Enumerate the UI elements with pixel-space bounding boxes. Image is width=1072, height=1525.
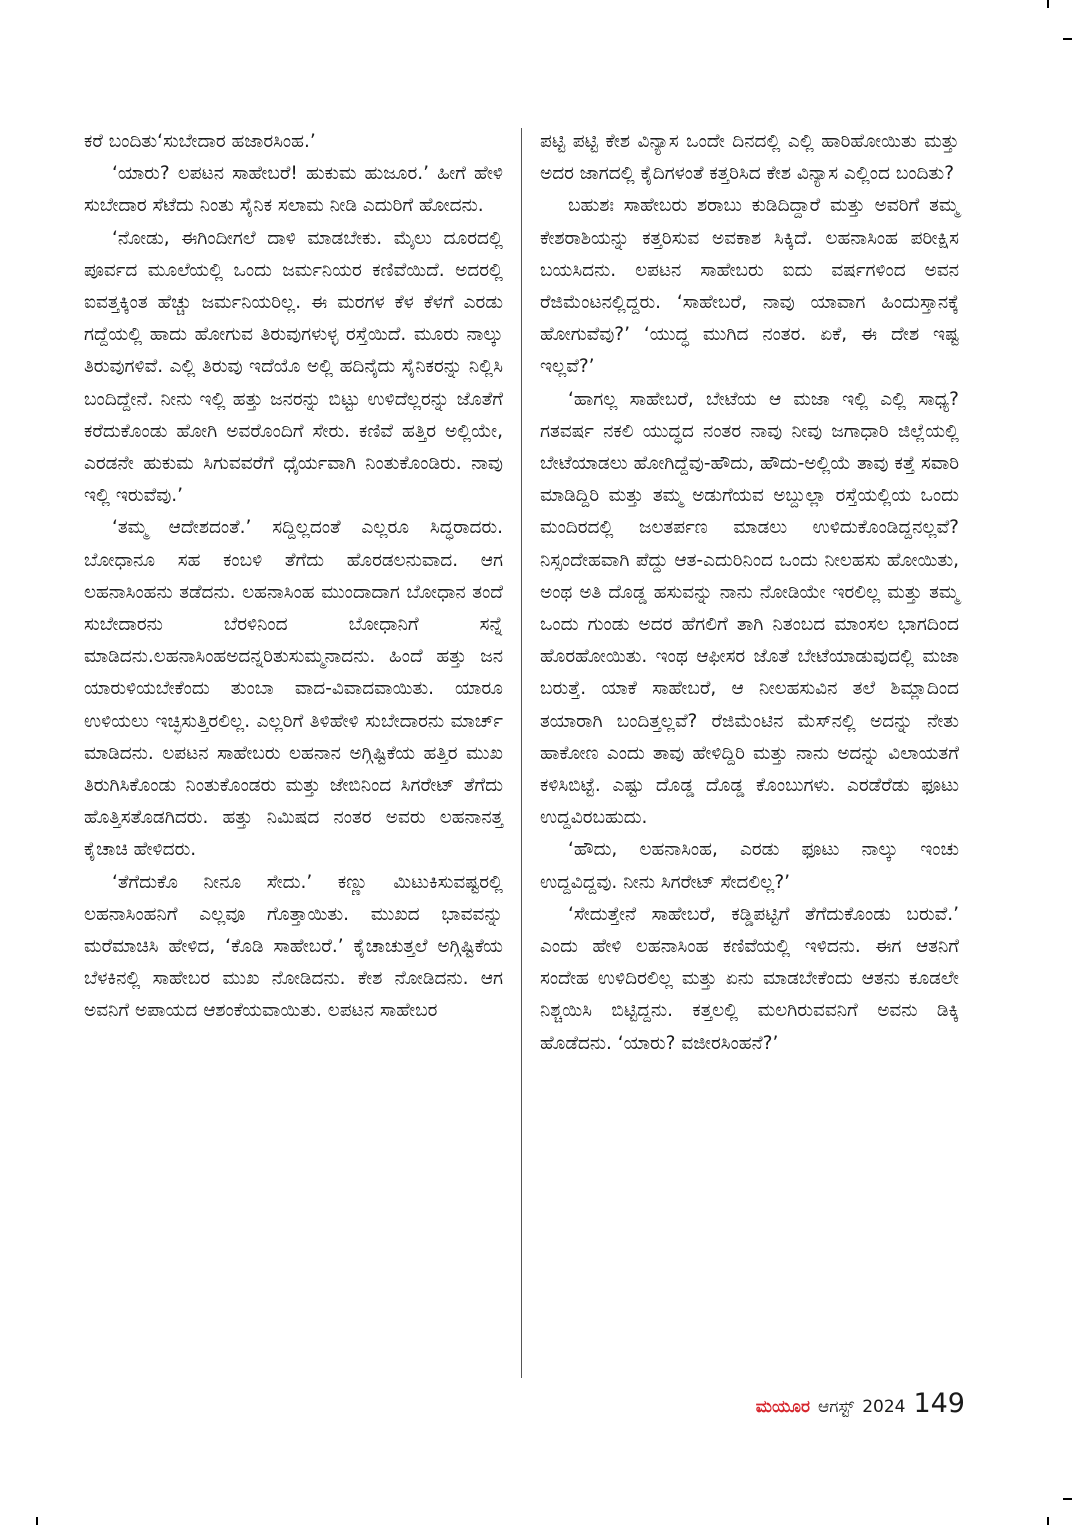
magazine-brand: ಮಯೂರ	[755, 1397, 810, 1417]
column-divider	[521, 128, 522, 1378]
crop-mark-bottom-right	[1047, 1517, 1049, 1525]
paragraph: ‘ಯಾರು? ಲಪಟನ ಸಾಹೇಬರೆ! ಹುಕುಮ ಹುಜೂರ.’ ಹೀಗೆ ಹೇಳಿ ಸುಬೇದಾರ ಸೆಟೆದು ನಿಂತು ಸೈನಿಕ ಸಲಾಮ ನೀಡಿ ಎದುರಿಗೆ ಹೋದನು.	[84, 163, 503, 217]
paragraph: ‘ನೋಡು, ಈಗಿಂದೀಗಲೆ ದಾಳಿ ಮಾಡಬೇಕು. ಮೈಲು ದೂರದಲ್ಲಿ ಪೂರ್ವದ ಮೂಲೆಯಲ್ಲಿ ಒಂದು ಜರ್ಮನಿಯರ ಕಣಿವೆಯಿದೆ. ಅದರಲ್ಲಿ ಐವತ್ತಕ್ಕಿಂತ ಹೆಚ್ಚು ಜರ್ಮನಿಯರಿಲ್ಲ. ಈ ಮರಗಳ ಕೆಳ ಕೆಳಗೆ ಎರಡು ಗದ್ದೆಯಲ್ಲಿ ಹಾದು ಹೋಗುವ ತಿರುವುಗಳುಳ್ಳ ರಸ್ತೆಯಿದೆ. ಮೂರು ನಾಲ್ಕು ತಿರುವುಗಳಿವೆ. ಎಲ್ಲಿ ತಿರುವು ಇದೆಯೊ ಅಲ್ಲಿ ಹದಿನೈದು ಸೈನಿಕರನ್ನು ನಿಲ್ಲಿಸಿ ಬಂದಿದ್ದೇನೆ. ನೀನು ಇಲ್ಲಿ ಹತ್ತು ಜನರನ್ನು ಬಿಟ್ಟು ಉಳಿದೆಲ್ಲರನ್ನು ಜೊತೆಗೆ ಕರೆದುಕೊಂಡು ಹೋಗಿ ಅವರೊಂದಿಗೆ ಸೇರು. ಕಣಿವೆ ಹತ್ತಿರ ಅಲ್ಲಿಯೇ, ಎರಡನೇ ಹುಕುಮ ಸಿಗುವವರೆಗೆ ಧೈರ್ಯವಾಗಿ ನಿಂತುಕೊಂಡಿರು. ನಾವು ಇಲ್ಲಿ ಇರುವೆವು.’	[84, 227, 503, 507]
right-text-column	[540, 126, 959, 1060]
paragraph: ‘ತಮ್ಮ ಆದೇಶದಂತೆ.’ ಸದ್ದಿಲ್ಲದಂತೆ ಎಲ್ಲರೂ ಸಿದ್ಧರಾದರು. ಬೋಧಾನೂ ಸಹ ಕಂಬಳಿ ತೆಗೆದು ಹೊರಡಲನುವಾದ. ಆಗ ಲಹನಾಸಿಂಹನು ತಡೆದನು. ಲಹನಾಸಿಂಹ ಮುಂದಾದಾಗ ಬೋಧಾನ ತಂದೆ ಸುಬೇದಾರನು ಬೆರಳಿನಿಂದ ಬೋಧಾನಿಗೆ ಸನ್ನೆ ಮಾಡಿದನು.ಲಹನಾಸಿಂಹಅದನ್ನರಿತುಸುಮ್ಮನಾದನು. ಹಿಂದೆ ಹತ್ತು ಜನ ಯಾರುಳಿಯಬೇಕೆಂದು ತುಂಬಾ ವಾದ-ವಿವಾದವಾಯಿತು. ಯಾರೂ ಉಳಿಯಲು ಇಚ್ಛಿಸುತ್ತಿರಲಿಲ್ಲ. ಎಲ್ಲರಿಗೆ ತಿಳಿಹೇಳಿ ಸುಬೇದಾರನು ಮಾರ್ಚ್ ಮಾಡಿದನು. ಲಪಟನ ಸಾಹೇಬರು ಲಹನಾನ ಅಗ್ಗಿಷ್ಟಿಕೆಯ ಹತ್ತಿರ ಮುಖ ತಿರುಗಿಸಿಕೊಂಡು ನಿಂತುಕೊಂಡರು ಮತ್ತು ಜೇಬಿನಿಂದ ಸಿಗರೇಟ್ ತೆಗೆದು ಹೊತ್ತಿಸತೊಡಗಿದರು. ಹತ್ತು ನಿಮಿಷದ ನಂತರ ಅವರು ಲಹನಾನತ್ತ ಕೈಚಾಚಿ ಹೇಳಿದರು.	[84, 517, 503, 861]
paragraph: ‘ತೆಗೆದುಕೊ ನೀನೂ ಸೇದು.’ ಕಣ್ಣು ಮಿಟುಕಿಸುವಷ್ಟರಲ್ಲಿ ಲಹನಾಸಿಂಹನಿಗೆ ಎಲ್ಲವೂ ಗೊತ್ತಾಯಿತು. ಮುಖದ ಭಾವವನ್ನು ಮರೆಮಾಚಿಸಿ ಹೇಳಿದ, ‘ಕೊಡಿ ಸಾಹೇಬರೆ.’ ಕೈಚಾಚುತ್ತಲೆ ಅಗ್ಗಿಷ್ಟಿಕೆಯ ಬೆಳಕಿನಲ್ಲಿ ಸಾಹೇಬರ ಮುಖ ನೋಡಿದನು. ಕೇಶ ನೋಡಿದನು. ಆಗ ಅವನಿಗೆ ಅಪಾಯದ ಆಶಂಕೆಯವಾಯಿತು. ಲಪಟನ ಸಾಹೇಬರ	[84, 871, 503, 1022]
left-text-column	[84, 126, 503, 1028]
paragraph: ಪಟ್ಟಿ ಪಟ್ಟಿ ಕೇಶ ವಿನ್ಯಾಸ ಒಂದೇ ದಿನದಲ್ಲಿ ಎಲ್ಲಿ ಹಾರಿಹೋಯಿತು ಮತ್ತು ಅದರ ಜಾಗದಲ್ಲಿ ಕೈದಿಗಳಂತೆ ಕತ್ತರಿಸಿದ ಕೇಶ ವಿನ್ಯಾಸ ಎಲ್ಲಿಂದ ಬಂದಿತು?	[540, 131, 959, 185]
paragraph: ಬಹುಶಃ ಸಾಹೇಬರು ಶರಾಬು ಕುಡಿದಿದ್ದಾರೆ ಮತ್ತು ಅವರಿಗೆ ತಮ್ಮ ಕೇಶರಾಶಿಯನ್ನು ಕತ್ತರಿಸುವ ಅವಕಾಶ ಸಿಕ್ಕಿದೆ. ಲಹನಾಸಿಂಹ ಪರೀಕ್ಷಿಸ ಬಯಸಿದನು. ಲಪಟನ ಸಾಹೇಬರು ಐದು ವರ್ಷಗಳಿಂದ ಅವನ ರೆಜಿಮೆಂಟನಲ್ಲಿದ್ದರು. ‘ಸಾಹೇಬರೆ, ನಾವು ಯಾವಾಗ ಹಿಂದುಸ್ತಾನಕ್ಕೆ ಹೋಗುವೆವು?’ ‘ಯುದ್ಧ ಮುಗಿದ ನಂತರ. ಏಕೆ, ಈ ದೇಶ ಇಷ್ಟ ಇಲ್ಲವೆ?’	[540, 195, 959, 378]
issue-year: 2024	[862, 1397, 906, 1417]
issue-month: ಆಗಸ್ಟ್	[818, 1397, 855, 1417]
crop-mark-right-lower	[1063, 1498, 1072, 1500]
page-footer	[620, 1388, 965, 1428]
paragraph: ‘ಹಾಗಲ್ಲ ಸಾಹೇಬರೆ, ಬೇಟೆಯ ಆ ಮಜಾ ಇಲ್ಲಿ ಎಲ್ಲಿ ಸಾಧ್ಯ? ಗತವರ್ಷ ನಕಲಿ ಯುದ್ಧದ ನಂತರ ನಾವು ನೀವು ಜಗಾಧಾರಿ ಜಿಲ್ಲೆಯಲ್ಲಿ ಬೇಟೆಯಾಡಲು ಹೋಗಿದ್ದೆವು-ಹೌದು, ಹೌದು-ಅಲ್ಲಿಯೆ ತಾವು ಕತ್ತೆ ಸವಾರಿ ಮಾಡಿದ್ದಿರಿ ಮತ್ತು ತಮ್ಮ ಅಡುಗೆಯವ ಅಬ್ದುಲ್ಲಾ ರಸ್ತೆಯಲ್ಲಿಯ ಒಂದು ಮಂದಿರದಲ್ಲಿ ಜಲತರ್ಪಣ ಮಾಡಲು ಉಳಿದುಕೊಂಡಿದ್ದನಲ್ಲವೆ? ನಿಸ್ಸಂದೇಹವಾಗಿ ಪೆದ್ದು ಆತ-ಎದುರಿನಿಂದ ಒಂದು ನೀಲಹಸು ಹೋಯಿತು, ಅಂಥ ಅತಿ ದೊಡ್ಡ ಹಸುವನ್ನು ನಾನು ನೋಡಿಯೇ ಇರಲಿಲ್ಲ ಮತ್ತು ತಮ್ಮ ಒಂದು ಗುಂಡು ಅದರ ಹೆಗಲಿಗೆ ತಾಗಿ ನಿತಂಬದ ಮಾಂಸಲ ಭಾಗದಿಂದ ಹೊರಹೋಯಿತು. ಇಂಥ ಆಫೀಸರ ಜೊತೆ ಬೇಟೆಯಾಡುವುದಲ್ಲಿ ಮಜಾ ಬರುತ್ತೆ. ಯಾಕೆ ಸಾಹೇಬರೆ, ಆ ನೀಲಹಸುವಿನ ತಲೆ ಶಿಮ್ಲಾದಿಂದ ತಯಾರಾಗಿ ಬಂದಿತ್ತಲ್ಲವೆ? ರೆಜಿಮೆಂಟಿನ ಮೆಸ್‌ನಲ್ಲಿ ಅದನ್ನು ನೇತು ಹಾಕೋಣ ಎಂದು ತಾವು ಹೇಳಿದ್ದಿರಿ ಮತ್ತು ನಾನು ಅದನ್ನು ವಿಲಾಯತಗೆ ಕಳಿಸಿಬಿಟ್ಟೆ. ಎಷ್ಟು ದೊಡ್ಡ ದೊಡ್ಡ ಕೊಂಬುಗಳು. ಎರಡೆರೆಡು ಫೂಟು ಉದ್ದವಿರಬಹುದು.	[540, 388, 959, 829]
crop-mark-right-upper	[1063, 38, 1072, 40]
paragraph: ‘ಹೌದು, ಲಹನಾಸಿಂಹ, ಎರಡು ಫೂಟು ನಾಲ್ಕು ಇಂಚು ಉದ್ದವಿದ್ದವು. ನೀನು ಸಿಗರೇಟ್ ಸೇದಲಿಲ್ಲ?’	[540, 839, 959, 893]
paragraph: ಕರೆ ಬಂದಿತು‘ಸುಬೇದಾರ ಹಜಾರಸಿಂಹ.’	[84, 131, 316, 152]
paragraph: ‘ಸೇದುತ್ತೇನೆ ಸಾಹೇಬರೆ, ಕಡ್ಡಿಪಟ್ಟಿಗೆ ತೆಗೆದುಕೊಂಡು ಬರುವೆ.’ ಎಂದು ಹೇಳಿ ಲಹನಾಸಿಂಹ ಕಣಿವೆಯಲ್ಲಿ ಇಳಿದನು. ಈಗ ಆತನಿಗೆ ಸಂದೇಹ ಉಳಿದಿರಲಿಲ್ಲ ಮತ್ತು ಏನು ಮಾಡಬೇಕೆಂದು ಆತನು ಕೂಡಲೇ ನಿಶ್ಚಯಿಸಿ ಬಿಟ್ಟಿದ್ದನು. ಕತ್ತಲಲ್ಲಿ ಮಲಗಿರುವವನಿಗೆ ಅವನು ಡಿಕ್ಕಿ ಹೊಡೆದನು. ‘ಯಾರು? ವಜೀರಸಿಂಹನೆ?’	[540, 903, 959, 1054]
crop-mark-bottom-left	[36, 1517, 38, 1525]
crop-mark-top-right	[1047, 0, 1049, 8]
page-number: 149	[913, 1388, 965, 1419]
